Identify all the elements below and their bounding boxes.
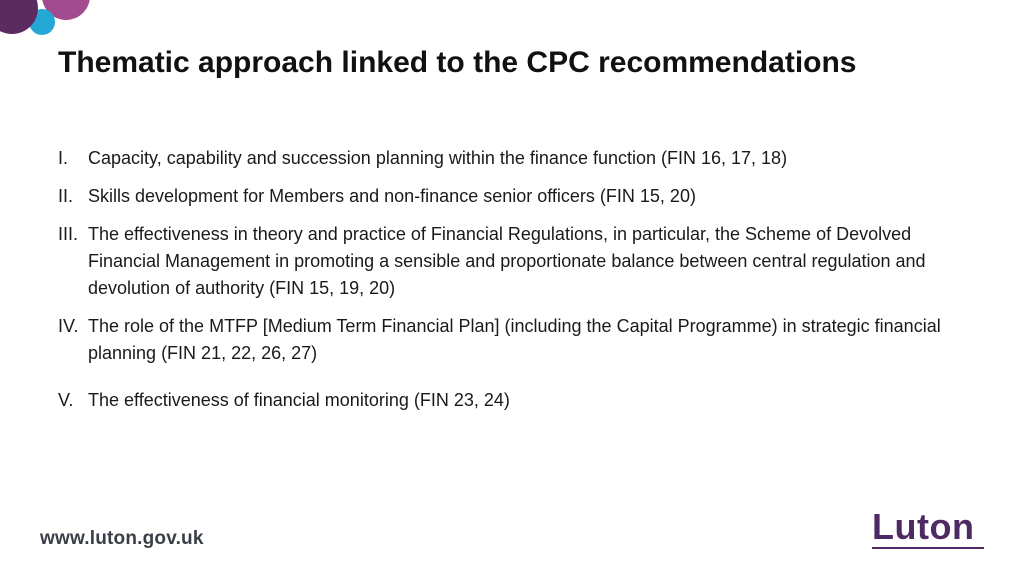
list-item [58, 145, 958, 172]
logo-underline [872, 547, 984, 549]
recommendation-list [58, 145, 958, 414]
slide-title: Thematic approach linked to the CPC recommendations [58, 46, 857, 79]
corner-circles-icon [0, 0, 100, 44]
list-item [58, 387, 958, 414]
list-item-numeral: II. [58, 186, 74, 206]
list-item-numeral: I. [58, 148, 69, 168]
list-item-text: The effectiveness in theory and practice of Financial Regulations, in particular, the Scheme of Devolved Financial Management in promoting a sensible and proportionate balance between central regulation and devolution of authority (FIN 15, 19, 20) [88, 224, 926, 298]
website-url: www.luton.gov.uk [40, 528, 204, 549]
list-item [58, 183, 958, 210]
list-item-text: Capacity, capability and succession planning within the finance function (FIN 16, 17, 18) [88, 148, 788, 168]
list-item-numeral: III. [58, 224, 79, 244]
logo-text: Luton [872, 506, 975, 547]
list-item [58, 313, 958, 367]
luton-logo [872, 508, 986, 549]
list-item-numeral: IV. [58, 316, 79, 336]
list-item [58, 221, 958, 302]
list-item-numeral: V. [58, 390, 74, 410]
list-item-text: Skills development for Members and non-finance senior officers (FIN 15, 20) [88, 186, 696, 206]
list-item-text: The role of the MTFP [Medium Term Financial Plan] (including the Capital Programme) in strategic financial planning (FIN 21, 22, 26, 27) [88, 316, 941, 363]
list-item-text: The effectiveness of financial monitoring (FIN 23, 24) [88, 390, 510, 410]
